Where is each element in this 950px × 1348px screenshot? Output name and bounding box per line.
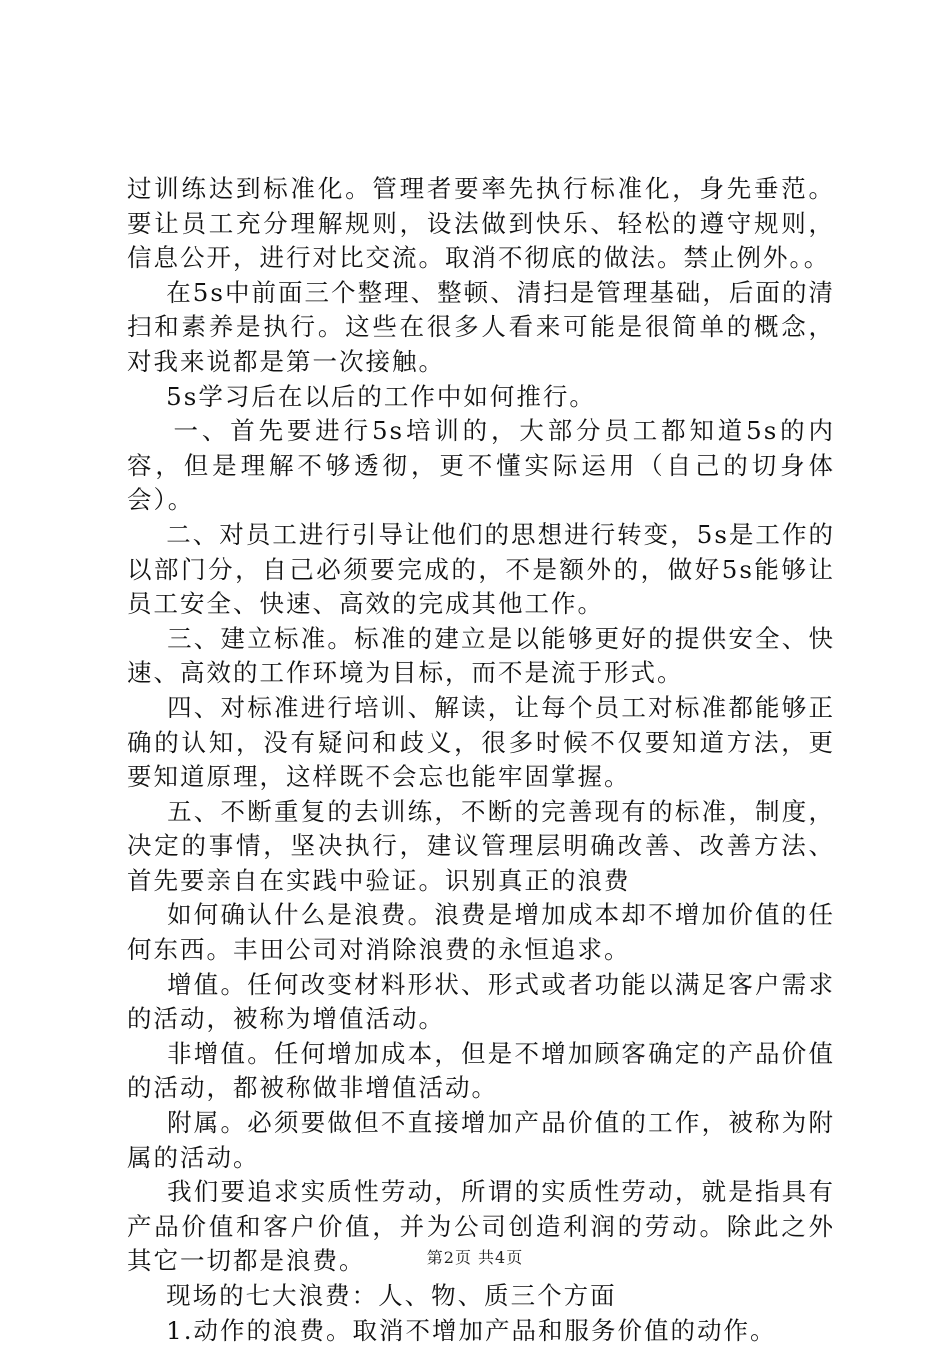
paragraph: 如何确认什么是浪费。浪费是增加成本却不增加价值的任何东西。丰田公司对消除浪费的永恒追求。 — [127, 900, 835, 965]
paragraph: 非增值。任何增加成本，但是不增加顾客确定的产品价值的活动，都被称做非增值活动。 — [127, 1038, 835, 1103]
paragraph: 二、对员工进行引导让他们的思想进行转变，5s是工作的以部门分，自己必须要完成的，不是额外的，做好5s能够让员工安全、快速、高效的完成其他工作。 — [127, 519, 835, 619]
paragraph: 三、建立标准。标准的建立是以能够更好的提供安全、快速、高效的工作环境为目标，而不是流于形式。 — [127, 623, 835, 688]
paragraph: 增值。任何改变材料形状、形式或者功能以满足客户需求的活动，被称为增值活动。 — [127, 969, 835, 1034]
document-body — [127, 172, 835, 1348]
page-number-footer: 第2页 共4页 — [426, 1248, 524, 1267]
paragraph: 过训练达到标准化。管理者要率先执行标准化，身先垂范。要让员工充分理解规则，设法做到快乐、轻松的遵守规则，信息公开，进行对比交流。取消不彻底的做法。禁止例外。。 — [127, 174, 835, 273]
paragraph: 五、不断重复的去训练，不断的完善现有的标准，制度，决定的事情，坚决执行，建议管理层明确改善、改善方法、首先要亲自在实践中验证。识别真正的浪费 — [127, 796, 835, 895]
paragraph: 四、对标准进行培训、解读，让每个员工对标准都能够正确的认知，没有疑问和歧义，很多时候不仅要知道方法，更要知道原理，这样既不会忘也能牢固掌握。 — [127, 692, 835, 792]
paragraph: 现场的七大浪费：人、物、质三个方面 — [127, 1281, 617, 1310]
paragraph: 一、首先要进行5s培训的，大部分员工都知道5s的内容，但是理解不够透彻，更不懂实际运用（自己的切身体会）。 — [127, 416, 835, 515]
paragraph: 1.动作的浪费。取消不增加产品和服务价值的动作。 — [127, 1315, 777, 1345]
paragraph: 5s学习后在以后的工作中如何推行。 — [127, 381, 596, 411]
paragraph: 我们要追求实质性劳动，所谓的实质性劳动，就是指具有产品价值和客户价值，并为公司创造利润的劳动。除此之外其它一切都是浪费。 — [127, 1177, 835, 1276]
paragraph: 附属。必须要做但不直接增加产品价值的工作，被称为附属的活动。 — [127, 1108, 835, 1172]
paragraph: 在5s中前面三个整理、整顿、清扫是管理基础，后面的清扫和素养是执行。这些在很多人看来可能是很简单的概念，对我来说都是第一次接触。 — [127, 277, 835, 376]
